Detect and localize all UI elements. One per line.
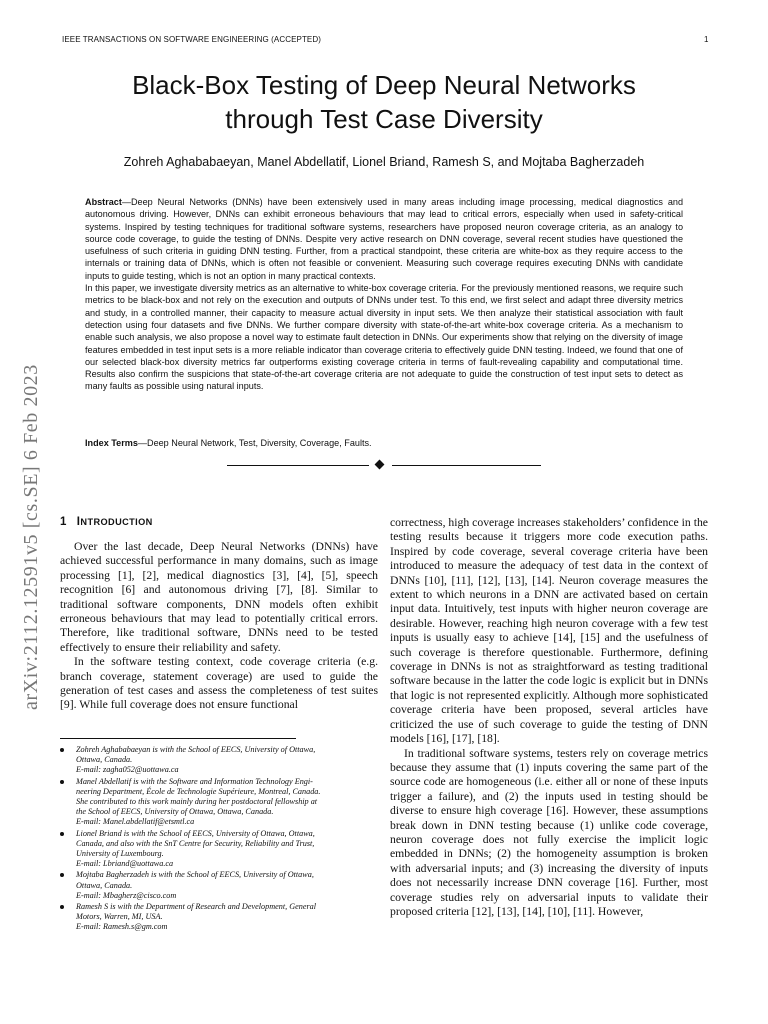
body-paragraph: Over the last decade, Deep Neural Networks (DNNs) have achieved successful performance in many domains, such as image processing [1], [2], medical diagnostics [3], [4], [5], speech recognition [6] and autonomous driving [7], [8]. Similar to traditional software components, DNN models often exhibit erroneous behaviours that may lead to potentially critical errors. Therefore, like traditional software, DNNs need to be tested effectively to ensure their reliability and safety. [60,540,378,654]
bullet-icon [60,905,64,909]
abstract-body [85,196,683,393]
bullet-icon [60,780,64,784]
author-list: Zohreh Aghababaeyan, Manel Abdellatif, Lionel Briand, Ramesh S, and Mojtaba Bagherzadeh [123,155,645,169]
left-column [60,540,378,713]
abstract-label: Abstract [85,197,122,207]
footnote-item: Ramesh S is with the Department of Research and Development, General Motors, Warren, MI, USA. E-mail: Ramesh.s@gm.com [60,902,378,933]
index-terms [85,438,683,448]
body-paragraph: In traditional software systems, testers rely on coverage metrics because they assume that (1) inputs covering the same part of the source code are homogeneous (i.e. either all or none of these inputs trigger a failure), and (2) the inputs used in testing should be diverse to ensure high coverage [16]. However, these assumptions break down in DNN testing because (1) unlike code coverage, neuron coverage does not fully exercise the implicit logic embedded in DNNs; (2) the homogeneity assumption is broken with adversarial inputs; and (3) increasing the diversity of inputs does not necessarily increase DNN coverage [16]. Further, most coverage studies rely on adversarial inputs to validate their proposed criteria [12], [13], [14], [10], [11]. However, [390,746,708,918]
abstract-text: —Deep Neural Networks (DNNs) have been extensively used in many areas including image processing, medical diagnostics and autonomous driving. However, DNNs can exhibit erroneous behaviours that may lead to critical errors, especially when used in safety-critical systems. Inspired by testing techniques for traditional software systems, researchers have proposed neuron coverage criteria, as an analogy to source code coverage, to guide the testing of DNNs. Despite very active research on DNN coverage, several recent studies have questioned the usefulness of such criteria in guiding DNN testing. Further, from a practical standpoint, these criteria are white-box as they require access to the internals or training data of DNNs, which is often not feasible or convenient. Measuring such coverage requires executing DNNs with candidate inputs to guide testing, which is not an option in many practical contexts. In this paper, we investigate diversity metrics as an alternative to white-box coverage criteria. For the previously mentioned reasons, we require such metrics to be black-box and not rely on the execution and outputs of DNNs under test. To this end, we first select and adapt three diversity metrics and study, in a controlled manner, their capacity to measure actual diversity in input sets. We then analyze their statistical association with fault detection using four datasets and five DNNs. We further compare diversity with state-of-the-art white-box coverage criteria. As a mechanism to enable such analysis, we also propose a novel way to estimate fault detection in DNNs. Our experiments show that relying on the diversity of image features embedded in test input sets is a more reliable indicator than coverage criteria to effectively guide DNN testing. Indeed, we found that one of our selected black-box diversity metrics far outperforms existing coverage criteria in terms of fault-revealing capability and computational time. Results also confirm the suspicions that state-of-the-art coverage criteria are not adequate to guide the construction of test input sets to detect as many faults as possible using natural inputs. [85,197,683,392]
section-number: 1 [60,516,67,528]
footnote-rule [60,738,296,739]
affiliation-footnotes [60,745,378,934]
section-title-initial: I [76,516,81,528]
body-paragraph: correctness, high coverage increases stakeholders’ confidence in the testing results because it triggers more code execution paths. Inspired by code coverage, several coverage criteria have been introduced to measure the adequacy of test data in the context of DNNs [10], [11], [12], [13], [14]. Neuron coverage measures the extent to which neurons in a DNN are activated based on certain input data. Intuitively, test inputs with higher neuron coverage are desirable. However, reaching high neuron coverage with a few test inputs is usually easy to achieve [14], [15] and the usefulness of such coverage is therefore questionable. Furthermore, defining coverage in DNNs is not as straightforward as testing traditional software because in the latter the code logic is explicit but in DNNs that logic is not represented explicitly. Although more sophisticated coverage criteria have been proposed, several articles have criticized the use of such coverage to guide the testing of DNN models [16], [17], [18]. [390,516,708,746]
bullet-icon [60,873,64,877]
arxiv-stamp: arXiv:2112.12591v5 [cs.SE] 6 Feb 2023 [20,364,42,710]
title-line-2: through Test Case Diversity [225,104,543,134]
title-line-1: Black-Box Testing of Deep Neural Networks [132,70,636,100]
body-paragraph: In the software testing context, code coverage criteria (e.g. branch coverage, statement coverage) are used to guide the generation of test cases and assess the completeness of test suites [9]. While full coverage does not ensure functional [60,655,378,712]
footnote-item: Mojtaba Bagherzadeh is with the School of EECS, University of Ottawa, Ottawa, Canada. E-mail: Mbagherz@cisco.com [60,870,378,901]
divider-left [227,465,369,466]
section-title-rest: NTRODUCTION [80,517,153,527]
bullet-icon [60,832,64,836]
divider-right [392,465,541,466]
footnote-item: Manel Abdellatif is with the Software and Information Technology Engi- neering Department, École de Technologie Supérieure, Montreal, Canada. She contributed to this work mainly during her postdoctoral fellowship at the School of EECS, University of Ottawa, Ottawa, Canada. E-mail: Manel.abdellatif@etsmtl.ca [60,777,378,828]
paper-title [60,68,708,136]
right-column [390,516,708,919]
diamond-ornament-icon [375,460,385,470]
footnote-list [60,745,378,933]
section-heading [60,516,153,528]
footnote-item: Zohreh Aghababaeyan is with the School of EECS, University of Ottawa, Ottawa, Canada. E-mail: zagha052@uottawa.ca [60,745,378,776]
journal-header: IEEE TRANSACTIONS ON SOFTWARE ENGINEERING (ACCEPTED) [62,35,322,44]
footnote-item: Lionel Briand is with the School of EECS, University of Ottawa, Ottawa, Canada, and also with the SnT Centre for Security, Reliability and Trust, University of Luxembourg. E-mail: Lbriand@uottawa.ca [60,829,378,870]
index-terms-text: —Deep Neural Network, Test, Diversity, Coverage, Faults. [137,438,372,448]
abstract [85,196,683,393]
index-terms-label: Index Terms [85,438,138,448]
page-number: 1 [704,35,709,44]
bullet-icon [60,748,64,752]
